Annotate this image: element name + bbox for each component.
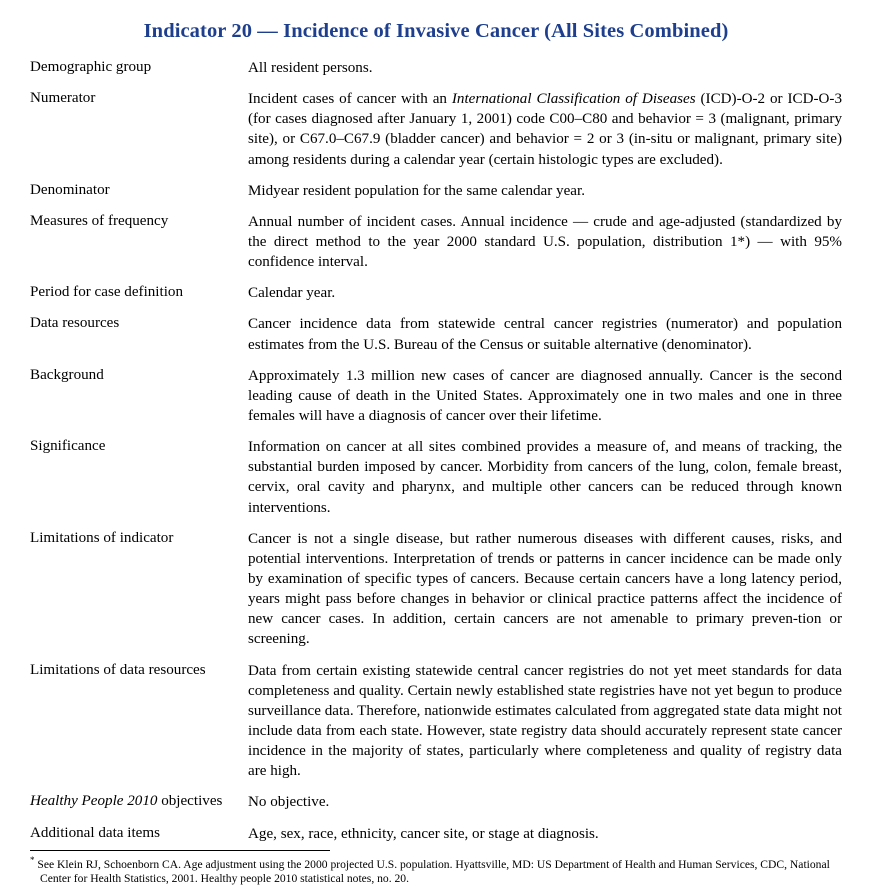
- row-label: [30, 792, 248, 812]
- footnote-marker: *: [30, 854, 35, 865]
- footnote-body: [30, 855, 842, 887]
- row-label: Additional data items: [30, 824, 160, 841]
- row-label: Data resources: [30, 315, 120, 332]
- document-page: [0, 14, 872, 886]
- table-row: [30, 181, 842, 201]
- table-row: [30, 58, 842, 78]
- table-row: [30, 212, 842, 272]
- row-label: Limitations of data resources: [30, 661, 206, 678]
- footnote-text: See Klein RJ, Schoenborn CA. Age adjustment using the 2000 projected U.S. population. Hyattsville, MD: US Department of Health and Human Services, CDC, National Center for Health Statistics, 2001. Healthy people 2010 statistical notes, no. 20.: [37, 857, 830, 886]
- table-row: [30, 792, 842, 812]
- table-row: [30, 661, 842, 782]
- row-value-pre: Incident cases of cancer with an: [248, 91, 452, 108]
- table-row: [30, 89, 842, 170]
- table-row: [30, 437, 842, 518]
- indicator-definition-table: [30, 58, 842, 844]
- row-value: All resident persons.: [248, 60, 373, 76]
- row-value: Midyear resident population for the same calendar year.: [248, 182, 585, 199]
- table-row: [30, 314, 842, 354]
- row-value: Data from certain existing statewide central cancer registries do not yet meet standards for data completeness and quality. Certain newly established state registries have not yet begun to produce surveillance data. Therefore, nationwide estimates calculated from aggregated state data might not include data from each state. However, state registry data should accurately represent state cancer incidence in the majority of states, particularly where completeness and quality of registry data are high.: [248, 662, 842, 780]
- row-label: Numerator: [30, 90, 96, 107]
- row-label-italic: Healthy People 2010: [30, 793, 158, 810]
- row-value: Approximately 1.3 million new cases of cancer are diagnosed annually. Cancer is the second leading cause of death in the United States. Approximately one in two males and one in three females will have a diagnosis of cancer over their lifetime.: [248, 367, 842, 424]
- row-label: Measures of frequency: [30, 212, 169, 229]
- row-value: Cancer is not a single disease, but rather numerous diseases with different causes, risks, and potential interventions. Interpretation of trends or patterns in cancer incidence can be made only by examination of specific types of cancers. Because certain cancers have a long latency period, years might pass before changes in behavior or clinical practice patterns affect the incidence of new cancer cases. In addition, certain cancers are not amenable to primary preven-tion or screening.: [248, 530, 842, 648]
- row-label: Limitations of indicator: [30, 529, 174, 546]
- row-label-post: objectives: [157, 793, 223, 810]
- row-value: Age, sex, race, ethnicity, cancer site, or stage at diagnosis.: [248, 825, 599, 842]
- table-row: [30, 824, 842, 844]
- row-value: Information on cancer at all sites combined provides a measure of, and means of tracking, the substantial burden imposed by cancer. Morbidity from cancers of the lung, colon, female breast, cervix, oral cavity and pharynx, and multiple other cancers can be reduced through known interventions.: [248, 439, 842, 516]
- row-value: Annual number of incident cases. Annual incidence — crude and age-adjusted (standardized by the direct method to the year 2000 standard U.S. population, distribution 1*) — with 95% confidence interval.: [248, 213, 842, 271]
- row-label: Significance: [30, 438, 106, 455]
- footnote: [30, 855, 842, 887]
- row-value: No objective.: [248, 794, 330, 811]
- row-value: Calendar year.: [248, 285, 336, 302]
- row-label: Denominator: [30, 181, 110, 198]
- row-value: [248, 89, 842, 170]
- row-value: Cancer incidence data from statewide central cancer registries (numerator) and population estimates from the U.S. Bureau of the Census or suitable alternative (denominator).: [248, 316, 842, 353]
- row-label: Period for case definition: [30, 284, 183, 301]
- table-row: [30, 366, 842, 426]
- row-label: Demographic group: [30, 59, 152, 75]
- table-row: [30, 529, 842, 650]
- table-row: [30, 283, 842, 303]
- page-title: Indicator 20 — Incidence of Invasive Cancer (All Sites Combined): [143, 20, 729, 42]
- row-value-italic: International Classification of Diseases: [451, 91, 696, 108]
- row-label: Background: [30, 366, 104, 383]
- row-value-post: (ICD)-O-2 or ICD-O-3 (for cases diagnosed after January 1, 2001) code C00–C80 and behavior = 3 (malignant, primary site), or C67.0–C67.9 (bladder cancer) and behavior = 2 or 3 (in-situ or malignant, primary site) among residents during a calendar year (certain histologic types are excluded).: [248, 91, 842, 168]
